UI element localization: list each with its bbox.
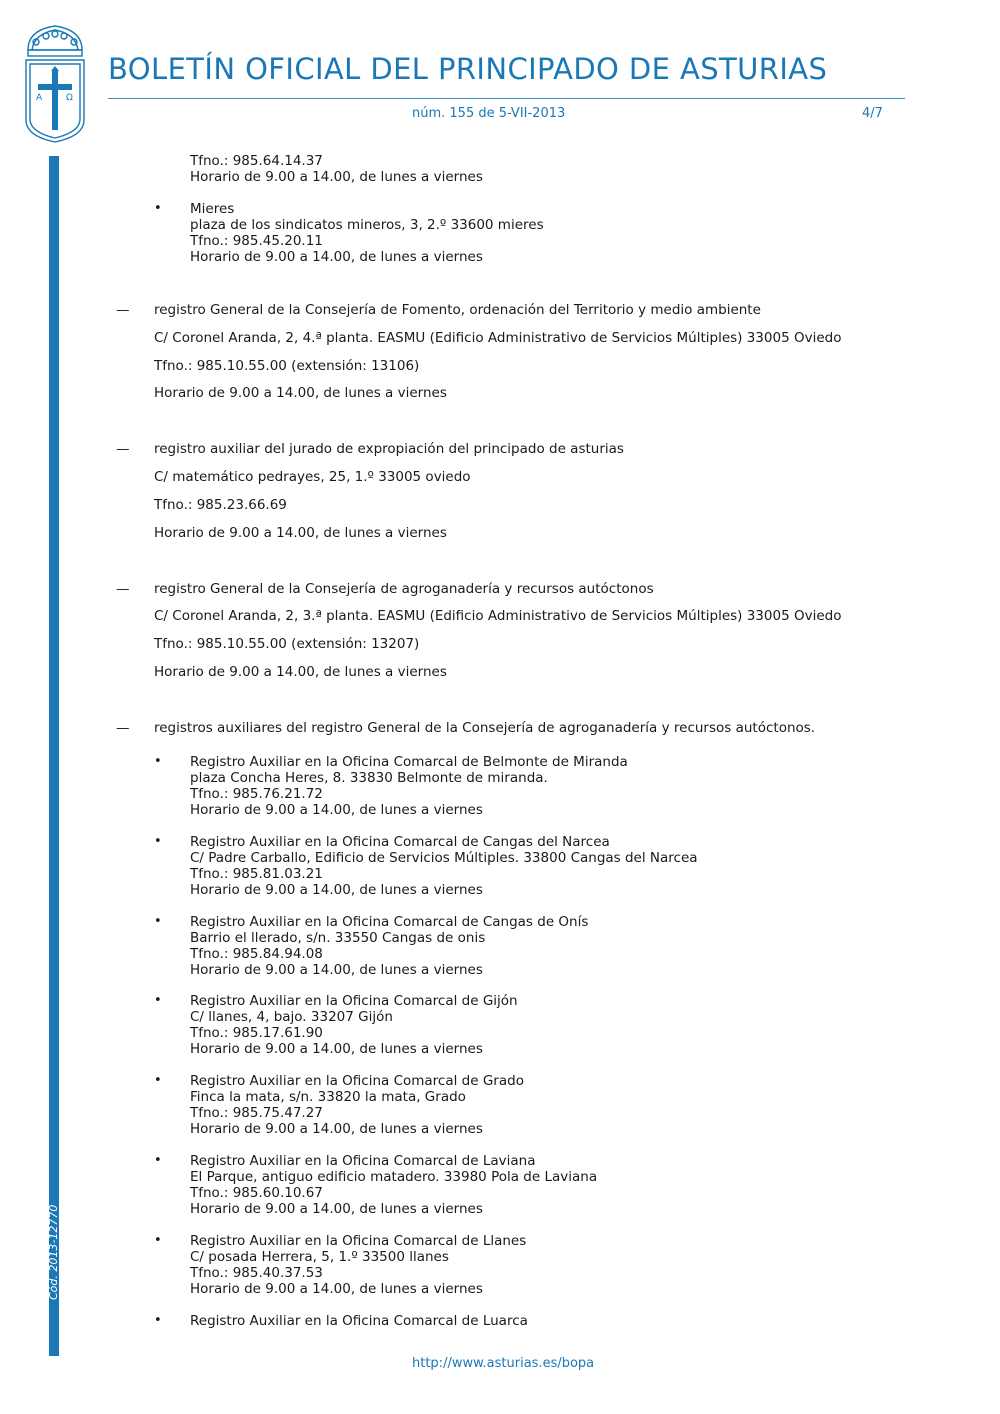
asturias-coat-of-arms-icon: [22, 20, 88, 144]
section-dash: —: [116, 441, 130, 457]
document-code: Cód. 2013-12770: [47, 1204, 60, 1300]
section-title: registro General de la Consejería de Fomento, ordenación del Territorio y medio ambiente: [154, 302, 761, 318]
section-hours: Horario de 9.00 a 14.00, de lunes a viernes: [154, 664, 447, 680]
office-address: El Parque, antiguo edificio matadero. 33980 Pola de Laviana: [190, 1169, 598, 1185]
contact-phone: Tfno.: 985.40.37.53: [190, 1265, 323, 1281]
section-title: registros auxiliares del registro General de la Consejería de agroganadería y recursos autóctonos.: [154, 720, 816, 736]
section-phone: Tfno.: 985.23.66.69: [154, 497, 287, 513]
office-name: Registro Auxiliar en la Oficina Comarcal de Cangas de Onís: [190, 914, 589, 930]
office-name: Registro Auxiliar en la Oficina Comarcal de Luarca: [190, 1313, 528, 1329]
issue-number: núm. 155 de 5-VII-2013: [412, 106, 566, 121]
office-name: Registro Auxiliar en la Oficina Comarcal de Grado: [190, 1073, 524, 1089]
bullet-dot: •: [154, 1313, 162, 1328]
contact-phone: Tfno.: 985.75.47.27: [190, 1105, 323, 1121]
page-number: 4/7: [862, 106, 883, 121]
header-divider: [108, 98, 905, 99]
office-name: Registro Auxiliar en la Oficina Comarcal de Belmonte de Miranda: [190, 754, 628, 770]
side-bar: [49, 156, 59, 1356]
office-address: C/ Padre Carballo, Edificio de Servicios Múltiples. 33800 Cangas del Narcea: [190, 850, 698, 866]
office-hours: Horario de 9.00 a 14.00, de lunes a viernes: [190, 1201, 483, 1217]
office-hours: Horario de 9.00 a 14.00, de lunes a viernes: [190, 962, 483, 978]
bullet-dot: •: [154, 993, 162, 1008]
bullet-dot: •: [154, 1233, 162, 1248]
office-hours: Horario de 9.00 a 14.00, de lunes a viernes: [190, 1041, 483, 1057]
section-hours: Horario de 9.00 a 14.00, de lunes a viernes: [154, 385, 447, 401]
office-hours: Horario de 9.00 a 14.00, de lunes a viernes: [190, 249, 483, 265]
bullet-dot: •: [154, 201, 162, 216]
office-hours: Horario de 9.00 a 14.00, de lunes a viernes: [190, 1121, 483, 1137]
section-title: registro auxiliar del jurado de expropiación del principado de asturias: [154, 441, 624, 457]
bullet-dot: •: [154, 1073, 162, 1088]
office-name: Registro Auxiliar en la Oficina Comarcal de Cangas del Narcea: [190, 834, 610, 850]
office-address: plaza de los sindicatos mineros, 3, 2.º 33600 mieres: [190, 217, 544, 233]
contact-phone: Tfno.: 985.81.03.21: [190, 866, 323, 882]
section-hours: Horario de 9.00 a 14.00, de lunes a viernes: [154, 525, 447, 541]
office-hours: Horario de 9.00 a 14.00, de lunes a viernes: [190, 802, 483, 818]
bullet-dot: •: [154, 1153, 162, 1168]
bullet-dot: •: [154, 754, 162, 769]
contact-phone: Tfno.: 985.76.21.72: [190, 786, 323, 802]
bullet-dot: •: [154, 834, 162, 849]
section-dash: —: [116, 720, 130, 736]
section-dash: —: [116, 581, 130, 597]
section-phone: Tfno.: 985.10.55.00 (extensión: 13207): [154, 636, 420, 652]
office-name: Registro Auxiliar en la Oficina Comarcal de Llanes: [190, 1233, 527, 1249]
office-name: Registro Auxiliar en la Oficina Comarcal de Laviana: [190, 1153, 536, 1169]
contact-phone: Tfno.: 985.64.14.37: [190, 153, 323, 169]
contact-phone: Tfno.: 985.84.94.08: [190, 946, 323, 962]
office-address: Barrio el llerado, s/n. 33550 Cangas de onis: [190, 930, 486, 946]
contact-phone: Tfno.: 985.60.10.67: [190, 1185, 323, 1201]
bullet-dot: •: [154, 914, 162, 929]
footer-link[interactable]: http://www.asturias.es/bopa: [412, 1356, 595, 1371]
office-hours: Horario de 9.00 a 14.00, de lunes a viernes: [190, 882, 483, 898]
office-hours: Horario de 9.00 a 14.00, de lunes a viernes: [190, 169, 483, 185]
svg-text:A: A: [36, 93, 43, 103]
office-name: Registro Auxiliar en la Oficina Comarcal de Gijón: [190, 993, 518, 1009]
contact-phone: Tfno.: 985.17.61.90: [190, 1025, 323, 1041]
section-address: C/ Coronel Aranda, 2, 3.ª planta. EASMU (Edificio Administrativo de Servicios Múltiples) 33005 Oviedo: [154, 608, 842, 624]
office-address: C/ llanes, 4, bajo. 33207 Gijón: [190, 1009, 393, 1025]
section-phone: Tfno.: 985.10.55.00 (extensión: 13106): [154, 358, 420, 374]
svg-text:Ω: Ω: [66, 93, 73, 103]
office-name: Mieres: [190, 201, 235, 217]
bulletin-title: BOLETÍN OFICIAL DEL PRINCIPADO DE ASTURIAS: [108, 52, 828, 86]
office-address: plaza Concha Heres, 8. 33830 Belmonte de miranda.: [190, 770, 548, 786]
section-address: C/ matemático pedrayes, 25, 1.º 33005 oviedo: [154, 469, 471, 485]
office-address: C/ posada Herrera, 5, 1.º 33500 llanes: [190, 1249, 449, 1265]
section-dash: —: [116, 302, 130, 318]
section-address: C/ Coronel Aranda, 2, 4.ª planta. EASMU (Edificio Administrativo de Servicios Múltiples) 33005 Oviedo: [154, 330, 842, 346]
contact-phone: Tfno.: 985.45.20.11: [190, 233, 323, 249]
office-hours: Horario de 9.00 a 14.00, de lunes a viernes: [190, 1281, 483, 1297]
office-address: Finca la mata, s/n. 33820 la mata, Grado: [190, 1089, 466, 1105]
section-title: registro General de la Consejería de agroganadería y recursos autóctonos: [154, 581, 654, 597]
